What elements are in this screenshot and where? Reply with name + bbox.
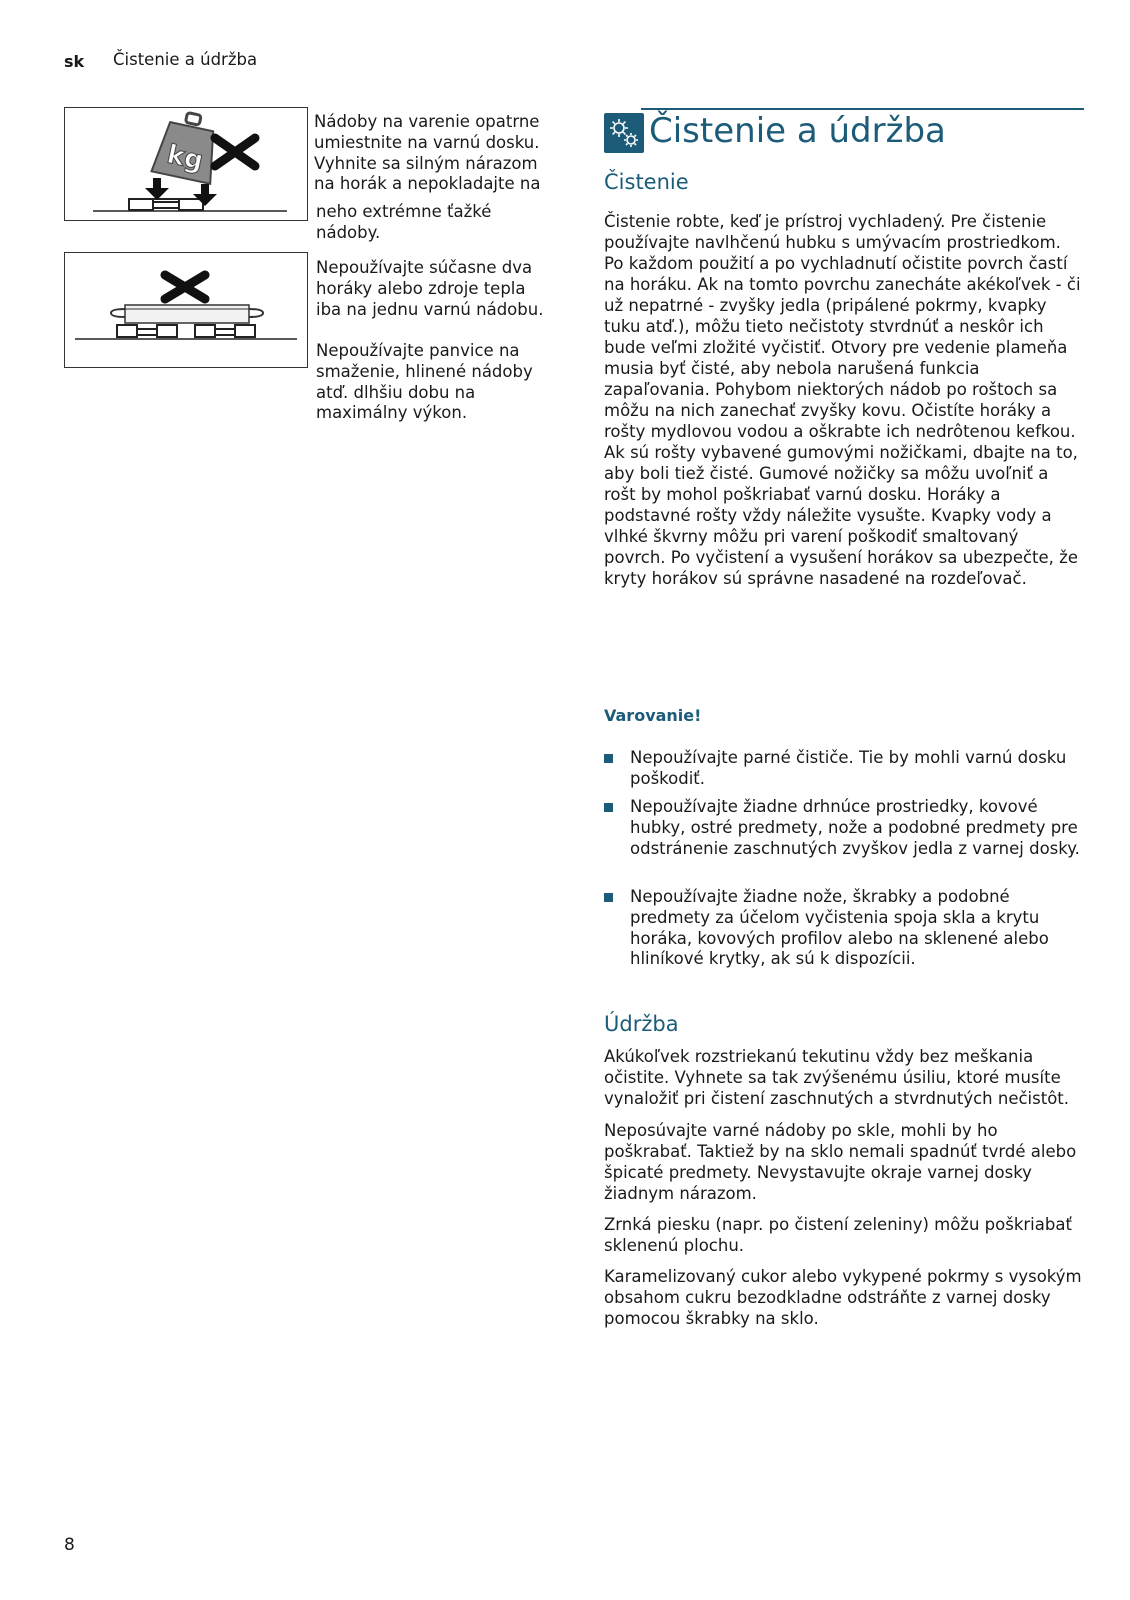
maintenance-paragraph: Karamelizovaný cukor alebo vykypené pokrmy s vysokým obsahom cukru bezodkladne odstráňte z varnej dosky pomocou škrabky na sklo. — [604, 1267, 1082, 1328]
warning-item-text: Nepoužívajte žiadne nože, škrabky a podobné predmety za účelom vyčistenia spoja skla a krytu horáka, kovových profilov alebo na sklenené alebo hliníkové krytky, ak sú k dispozícii. — [630, 887, 1049, 969]
maintenance-paragraph: Neposúvajte varné nádoby po skle, mohli by ho poškrabať. Taktiež by na sklo nemali spadnúť tvrdé alebo špicaté predmety. Nevystavujte okraje varnej dosky žiadnym nárazom. — [604, 1121, 1077, 1203]
language-code: sk — [64, 52, 85, 71]
figure-heavy-weight — [64, 107, 308, 221]
warning-item-text: Nepoužívajte žiadne drhnúce prostriedky, kovové hubky, ostré predmety, nože a podobné predmety pre odstránenie zaschnutých zvyškov jedla z varnej dosky. — [630, 797, 1080, 858]
cleaning-body: Čistenie robte, keď je prístroj vychladený. Pre čistenie používajte navlhčenú hubku s umývacím prostriedkom. Po každom použití a po vychladnutí očistite povrch častí na horáku. Ak na tomto povrchu zanecháte akékoľvek - či už nepatrné - zvyšky jedla (pripálené pokrmy, kvapky tuku atď.), môžu tieto nečistoty stvrdnúť a neskôr ich bude veľmi zložité vyčistiť. Otvory pre vedenie plameňa musia byť čisté, aby nebola narušená funkcia zapaľovania. Pohybom niektorých nádob po roštoch sa môžu na nich zanechať zvyšky kovu. Očistíte horáky a rošty mydlovou vodou a oškrabte ich nedrôtenou kefkou. Ak sú rošty vybavené gumovými nožičkami, dbajte na to, aby boli tiež čisté. Gumové nožičky sa môžu uvoľniť a rošt by mohol poškriabať varnú dosku. Horáky a podstavné rošty vždy náležite vysušte. Kvapky vody a vlhké škvrny môžu pri varení poškodiť smaltovaný povrch. Po vyčistení a vysušení horákov sa ubezpečte, že kryty horákov sú správne nasadené na rozdeľovač. — [604, 212, 1081, 588]
figure-pan-two-burners — [64, 252, 308, 368]
caution-text-1: Nádoby na varenie opatrne umiestnite na varnú dosku. Vyhnite sa silným nárazom na horák a nepokladajte na — [314, 112, 541, 194]
bullet-square-icon — [604, 803, 613, 812]
warning-item — [604, 797, 1084, 859]
cleaning-heading: Čistenie — [604, 170, 689, 194]
maintenance-heading: Údržba — [604, 1012, 679, 1036]
cleaning-gear-icon — [604, 113, 644, 153]
running-header-title: Čistenie a údržba — [113, 50, 258, 69]
caution-text-3: Nepoužívajte panvice na smaženie, hlinené nádoby atď. dlhšiu dobu na maximálny výkon. — [316, 341, 533, 423]
bullet-square-icon — [604, 754, 613, 763]
heavy-weight-illustration — [65, 108, 307, 220]
warning-item — [604, 887, 1084, 970]
bullet-square-icon — [604, 893, 613, 902]
warning-title: Varovanie! — [604, 706, 702, 725]
section-title: Čistenie a údržba — [649, 111, 946, 151]
caution-text-1-continued: neho extrémne ťažké nádoby. — [316, 202, 492, 242]
caution-text-2: Nepoužívajte súčasne dva horáky alebo zdroje tepla iba na jednu varnú nádobu. — [316, 258, 544, 319]
maintenance-paragraph: Zrnká piesku (napr. po čistení zeleniny) môžu poškriabať sklenenú plochu. — [604, 1215, 1072, 1255]
maintenance-paragraph: Akúkoľvek rozstriekanú tekutinu vždy bez meškania očistite. Vyhnete sa tak zvýšenému úsiliu, ktoré musíte vynaložiť pri čistení zaschnutých a stvrdnutých nečistôt. — [604, 1047, 1070, 1108]
pan-two-burners-illustration — [65, 253, 307, 367]
kg-label: kg — [164, 139, 206, 177]
warning-item-text: Nepoužívajte parné čističe. Tie by mohli varnú dosku poškodiť. — [630, 748, 1067, 788]
warning-item — [604, 748, 1084, 790]
page-number: 8 — [64, 1535, 75, 1555]
